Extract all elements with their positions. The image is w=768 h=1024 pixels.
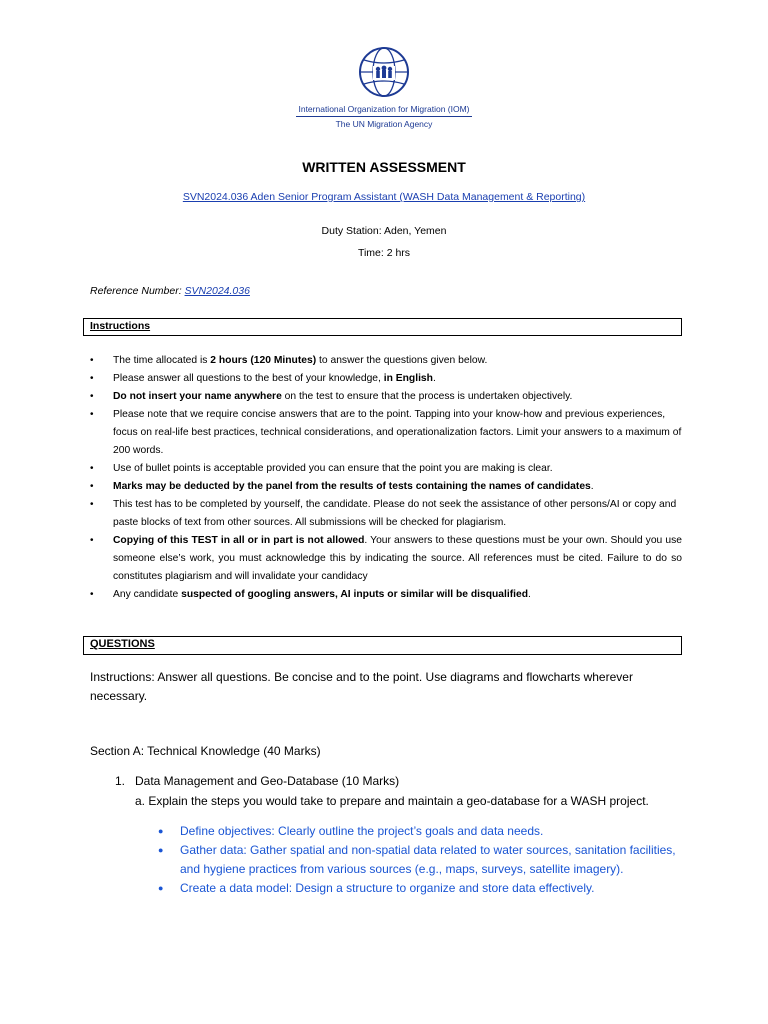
iom-logo-icon xyxy=(353,44,415,100)
time-allowed: Time: 2 hrs xyxy=(357,247,411,259)
question-1a: a. Explain the steps you would take to prepare and maintain a geo-database for a WASH project. xyxy=(135,794,649,808)
instructions-heading: Instructions xyxy=(83,318,682,336)
question-1 xyxy=(115,774,399,788)
list-item: • Do not insert your name anywhere on the test to ensure that the process is undertaken objectively. xyxy=(90,388,682,406)
reference-number xyxy=(90,285,250,297)
answer-item: ● Create a data model: Design a structure to organize and store data effectively. xyxy=(158,879,678,898)
position-link[interactable]: SVN2024.036 Aden Senior Program Assistant (WASH Data Management & Reporting) xyxy=(182,191,586,203)
list-item: • Please note that we require concise answers that are to the point. Tapping into your know-how and previous experiences, focus on real-life best practices, technical considerations, and operationalization factors. Limit your answers to a maximum of 200 words. xyxy=(90,406,682,460)
divider xyxy=(296,116,472,117)
question-number: 1. xyxy=(115,774,126,788)
questions-heading: QUESTIONS xyxy=(83,636,682,655)
reference-label: Reference Number: xyxy=(90,285,185,297)
answer-item: ● Define objectives: Clearly outline the project’s goals and data needs. xyxy=(158,822,678,841)
section-heading: Section A: Technical Knowledge (40 Marks) xyxy=(90,744,321,758)
answer-item: ● Gather data: Gather spatial and non-spatial data related to water sources, sanitation facilities, and hygiene practices from various sources (e.g., maps, surveys, satellite imagery). xyxy=(158,841,678,879)
list-item: • Marks may be deducted by the panel from the results of tests containing the names of candidates. xyxy=(90,478,682,496)
list-item: • Please answer all questions to the best of your knowledge, in English. xyxy=(90,370,682,388)
page-title: WRITTEN ASSESSMENT xyxy=(302,159,466,175)
list-item: • Any candidate suspected of googling answers, AI inputs or similar will be disqualified. xyxy=(90,586,682,604)
question-title: Data Management and Geo-Database (10 Marks) xyxy=(135,774,400,788)
header xyxy=(0,44,768,129)
list-item: • This test has to be completed by yourself, the candidate. Please do not seek the assistance of other persons/AI or copy and paste blocks of text from other sources. All submissions will be checked for plagiarism. xyxy=(90,496,682,532)
instructions-list xyxy=(90,352,682,604)
list-item: • Copying of this TEST in all or in part is not allowed. Your answers to these questions must be your own. Should you use someone else’s work, you must acknowledge this by indicating the source. All references must be cited. Failure to do so constitutes plagiarism and will invalidate your candidacy xyxy=(90,532,682,586)
org-tagline: The UN Migration Agency xyxy=(335,119,433,129)
questions-instructions: Instructions: Answer all questions. Be concise and to the point. Use diagrams and flowcharts wherever necessary. xyxy=(90,670,633,703)
reference-link[interactable]: SVN2024.036 xyxy=(184,285,250,297)
answer-list xyxy=(158,822,678,898)
list-item: • The time allocated is 2 hours (120 Minutes) to answer the questions given below. xyxy=(90,352,682,370)
list-item: • Use of bullet points is acceptable provided you can ensure that the point you are making is clear. xyxy=(90,460,682,478)
org-name: International Organization for Migration (IOM) xyxy=(298,104,470,114)
duty-station: Duty Station: Aden, Yemen xyxy=(321,225,447,237)
